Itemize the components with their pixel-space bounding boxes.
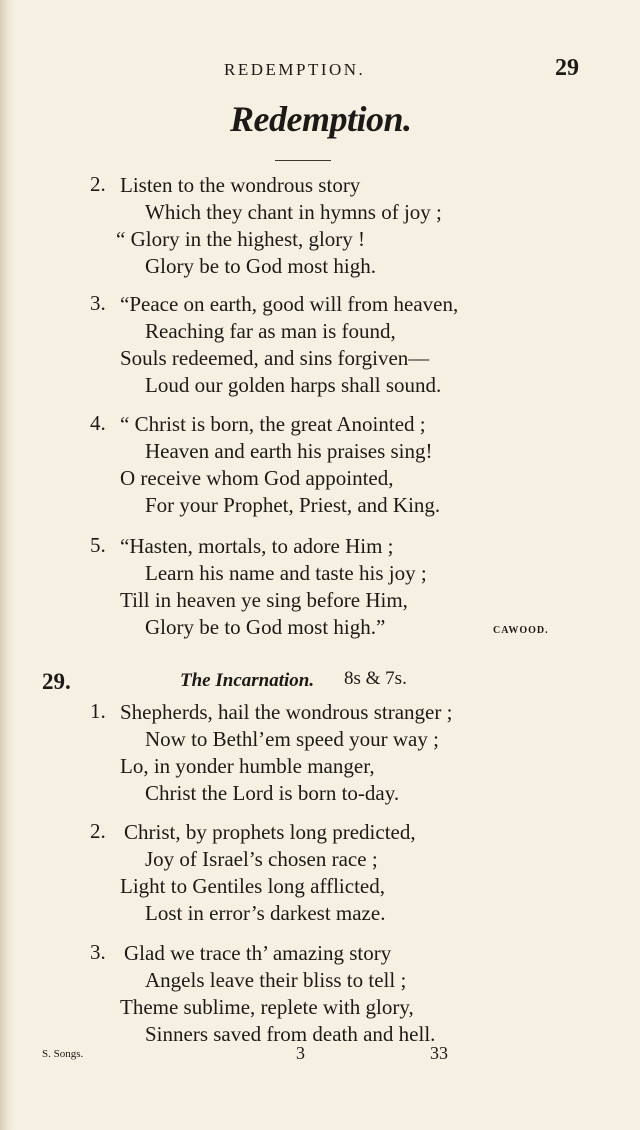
verse-line: Shepherds, hail the wondrous stranger ; bbox=[120, 700, 453, 724]
verse-line: Light to Gentiles long afflicted, bbox=[120, 874, 385, 898]
verse-line: Glory be to God most high.” bbox=[145, 615, 386, 639]
verse-line: Sinners saved from death and hell. bbox=[145, 1022, 436, 1046]
verse-line: Joy of Israel’s chosen race ; bbox=[145, 847, 378, 871]
verse-line: Theme sublime, replete with glory, bbox=[120, 995, 414, 1019]
verse-line: “Peace on earth, good will from heaven, bbox=[120, 292, 459, 316]
stanza-number: 5. bbox=[90, 533, 106, 557]
stanza-number: 2. bbox=[90, 172, 106, 196]
signature-mark: S. Songs. bbox=[42, 1048, 84, 1060]
verse-line: Till in heaven ye sing before Him, bbox=[120, 588, 408, 612]
section-title: Redemption. bbox=[230, 99, 412, 139]
verse-line: Lost in error’s darkest maze. bbox=[145, 901, 386, 925]
verse-line: Souls redeemed, and sins forgiven— bbox=[120, 346, 430, 370]
verse-line: “ Glory in the highest, glory ! bbox=[116, 227, 366, 251]
verse-line: Learn his name and taste his joy ; bbox=[145, 561, 427, 585]
verse-line: Glad we trace th’ amazing story bbox=[124, 941, 392, 965]
verse-line: Now to Bethl’em speed your way ; bbox=[145, 727, 439, 751]
hymn-number: 29. bbox=[42, 669, 71, 694]
verse-line: Angels leave their bliss to tell ; bbox=[145, 968, 407, 992]
verse-line: Loud our golden harps shall sound. bbox=[145, 373, 442, 397]
hymn-title: The Incarnation. bbox=[180, 670, 315, 691]
stanza-number: 4. bbox=[90, 411, 106, 435]
hymn-meter: 8s & 7s. bbox=[344, 668, 407, 689]
verse-line: Christ, by prophets long predicted, bbox=[124, 820, 416, 844]
verse-line: Reaching far as man is found, bbox=[145, 319, 396, 343]
stanza-number: 3. bbox=[90, 940, 106, 964]
verse-line: Lo, in yonder humble manger, bbox=[120, 754, 375, 778]
verse-line: “ Christ is born, the great Anointed ; bbox=[120, 412, 426, 436]
title-rule bbox=[275, 160, 331, 161]
sheet-number: 3 bbox=[296, 1043, 305, 1063]
verse-line: Christ the Lord is born to-day. bbox=[145, 781, 400, 805]
running-head: REDEMPTION. bbox=[224, 60, 366, 79]
page-sequence-number: 33 bbox=[430, 1043, 448, 1063]
verse-line: Listen to the wondrous story bbox=[120, 173, 361, 197]
verse-line: Heaven and earth his praises sing! bbox=[145, 439, 433, 463]
stanza-number: 1. bbox=[90, 699, 106, 723]
verse-line: For your Prophet, Priest, and King. bbox=[145, 493, 441, 517]
page-edge-shadow bbox=[0, 0, 14, 1130]
stanza-number: 2. bbox=[90, 819, 106, 843]
stanza-number: 3. bbox=[90, 291, 106, 315]
attribution: CAWOOD. bbox=[493, 625, 549, 636]
verse-line: Glory be to God most high. bbox=[145, 254, 376, 278]
verse-line: Which they chant in hymns of joy ; bbox=[145, 200, 442, 224]
verse-line: O receive whom God appointed, bbox=[120, 466, 394, 490]
page-number: 29 bbox=[555, 55, 579, 81]
verse-line: “Hasten, mortals, to adore Him ; bbox=[120, 534, 394, 558]
